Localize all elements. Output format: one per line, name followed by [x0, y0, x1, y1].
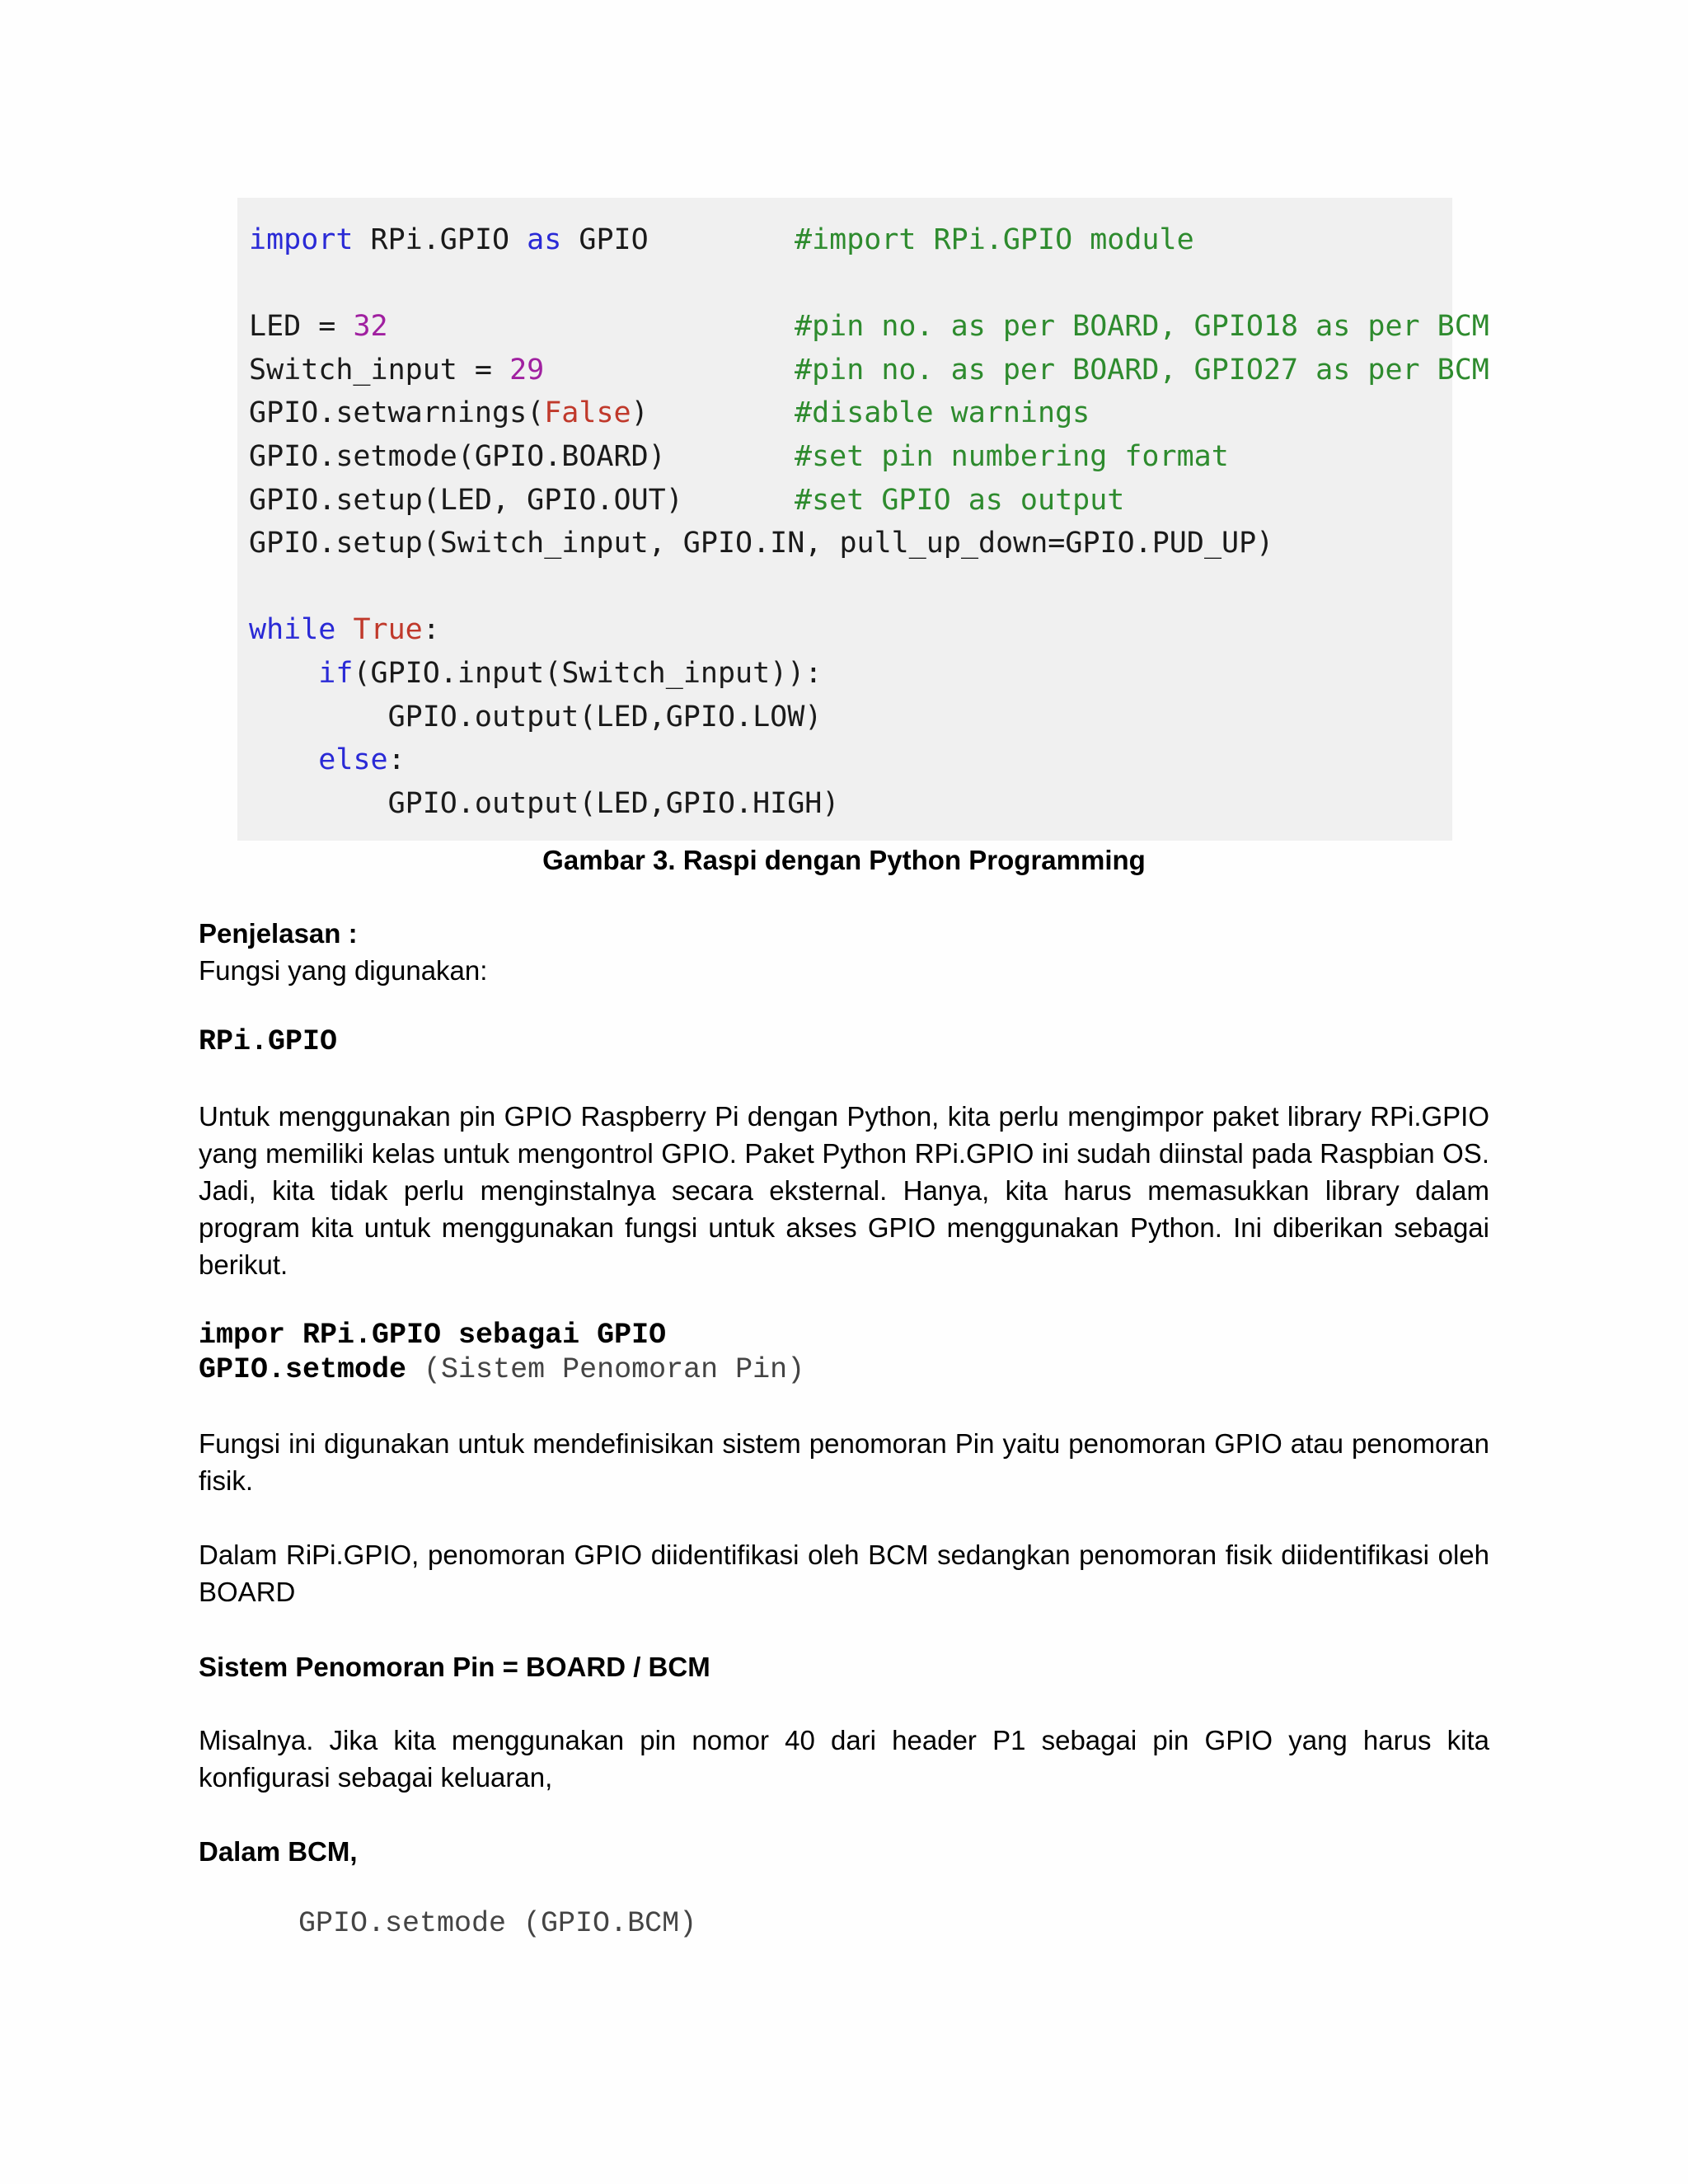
- figure-caption: Gambar 3. Raspi dengan Python Programming: [542, 845, 1146, 875]
- code-line: [249, 739, 406, 780]
- code-line: [249, 306, 388, 347]
- code-comment: #set GPIO as output: [795, 484, 1125, 517]
- code-token: (GPIO.input(Switch_input)):: [353, 657, 823, 690]
- code-line: [249, 696, 822, 738]
- code-line: [249, 436, 666, 477]
- code-token: GPIO.setup(LED, GPIO.OUT): [249, 484, 683, 517]
- code-token: 32: [353, 310, 388, 343]
- code-setmode-arg: (Sistem Penomoran Pin): [406, 1353, 805, 1386]
- code-token: while: [249, 613, 336, 646]
- code-token: ): [631, 396, 649, 429]
- code-token: True: [353, 613, 423, 646]
- paragraph-setmode: Fungsi ini digunakan untuk mendefinisikan sistem penomoran Pin yaitu penomoran GPIO atau penomoran fisik.: [199, 1428, 1489, 1496]
- paragraph-rpi-gpio: Untuk menggunakan pin GPIO Raspberry Pi dengan Python, kita perlu mengimpor paket library RPi.GPIO yang memiliki kelas untuk mengontrol GPIO. Paket Python RPi.GPIO ini sudah diinstal pada Raspbian OS. Jadi, kita tidak perlu menginstalnya secara eksternal. Hanya, kita harus memasukkan library dalam program kita untuk menggunakan fungsi untuk akses GPIO menggunakan Python. Ini diberikan sebagai berikut.: [199, 1101, 1489, 1280]
- code-token: :: [422, 613, 440, 646]
- code-token: else: [318, 743, 388, 776]
- code-setmode-line: [199, 1352, 804, 1387]
- code-line: [249, 609, 440, 650]
- code-comment: #set pin numbering format: [795, 440, 1229, 473]
- code-token: :: [387, 743, 406, 776]
- code-token: Switch_input =: [249, 354, 510, 387]
- code-comment: #pin no. as per BOARD, GPIO18 as per BCM: [795, 310, 1489, 343]
- code-line: [249, 480, 683, 521]
- code-token: False: [544, 396, 631, 429]
- code-line: [249, 392, 649, 434]
- code-import-line: impor RPi.GPIO sebagai GPIO: [199, 1319, 667, 1352]
- code-token: [249, 743, 318, 776]
- fungsi-line: Fungsi yang digunakan:: [199, 955, 488, 986]
- code-figure: [237, 198, 1489, 841]
- code-line: [249, 653, 822, 694]
- rpi-gpio-heading: RPi.GPIO: [199, 1025, 338, 1058]
- code-comment: #import RPi.GPIO module: [795, 223, 1194, 256]
- sistem-penomoran-heading: Sistem Penomoran Pin = BOARD / BCM: [199, 1652, 710, 1682]
- code-comment: #disable warnings: [795, 396, 1090, 429]
- code-token: GPIO: [561, 223, 649, 256]
- code-token: 29: [509, 354, 545, 387]
- paragraph-example: Misalnya. Jika kita menggunakan pin nomor 40 dari header P1 sebagai pin GPIO yang harus kita konfigurasi sebagai keluaran,: [199, 1725, 1489, 1793]
- code-token: import: [249, 223, 354, 256]
- paragraph-bcm-board: Dalam RiPi.GPIO, penomoran GPIO diidentifikasi oleh BCM sedangkan penomoran fisik diidentifikasi oleh BOARD: [199, 1540, 1489, 1607]
- code-setmode-func: GPIO.setmode: [199, 1353, 407, 1386]
- code-token: GPIO.setwarnings(: [249, 396, 545, 429]
- code-line: [249, 783, 839, 824]
- code-token: GPIO.setup(Switch_input, GPIO.IN, pull_up_down=GPIO.PUD_UP): [249, 527, 1274, 560]
- code-line: [249, 349, 544, 391]
- code-comment: #pin no. as per BOARD, GPIO27 as per BCM: [795, 354, 1489, 387]
- code-token: RPi.GPIO: [353, 223, 528, 256]
- dalam-bcm-heading: Dalam BCM,: [199, 1836, 358, 1867]
- code-token: GPIO.output(LED,GPIO.HIGH): [249, 787, 840, 820]
- code-token: [249, 657, 318, 690]
- bcm-code-line: GPIO.setmode (GPIO.BCM): [298, 1907, 697, 1940]
- code-token: as: [527, 223, 562, 256]
- code-token: GPIO.setmode(GPIO.BOARD): [249, 440, 666, 473]
- code-token: LED =: [249, 310, 354, 343]
- code-token: GPIO.output(LED,GPIO.LOW): [249, 701, 823, 733]
- penjelasan-heading: Penjelasan :: [199, 918, 358, 949]
- code-line: [249, 219, 649, 260]
- code-line: [249, 523, 1273, 564]
- code-token: [335, 613, 353, 646]
- code-token: if: [318, 657, 354, 690]
